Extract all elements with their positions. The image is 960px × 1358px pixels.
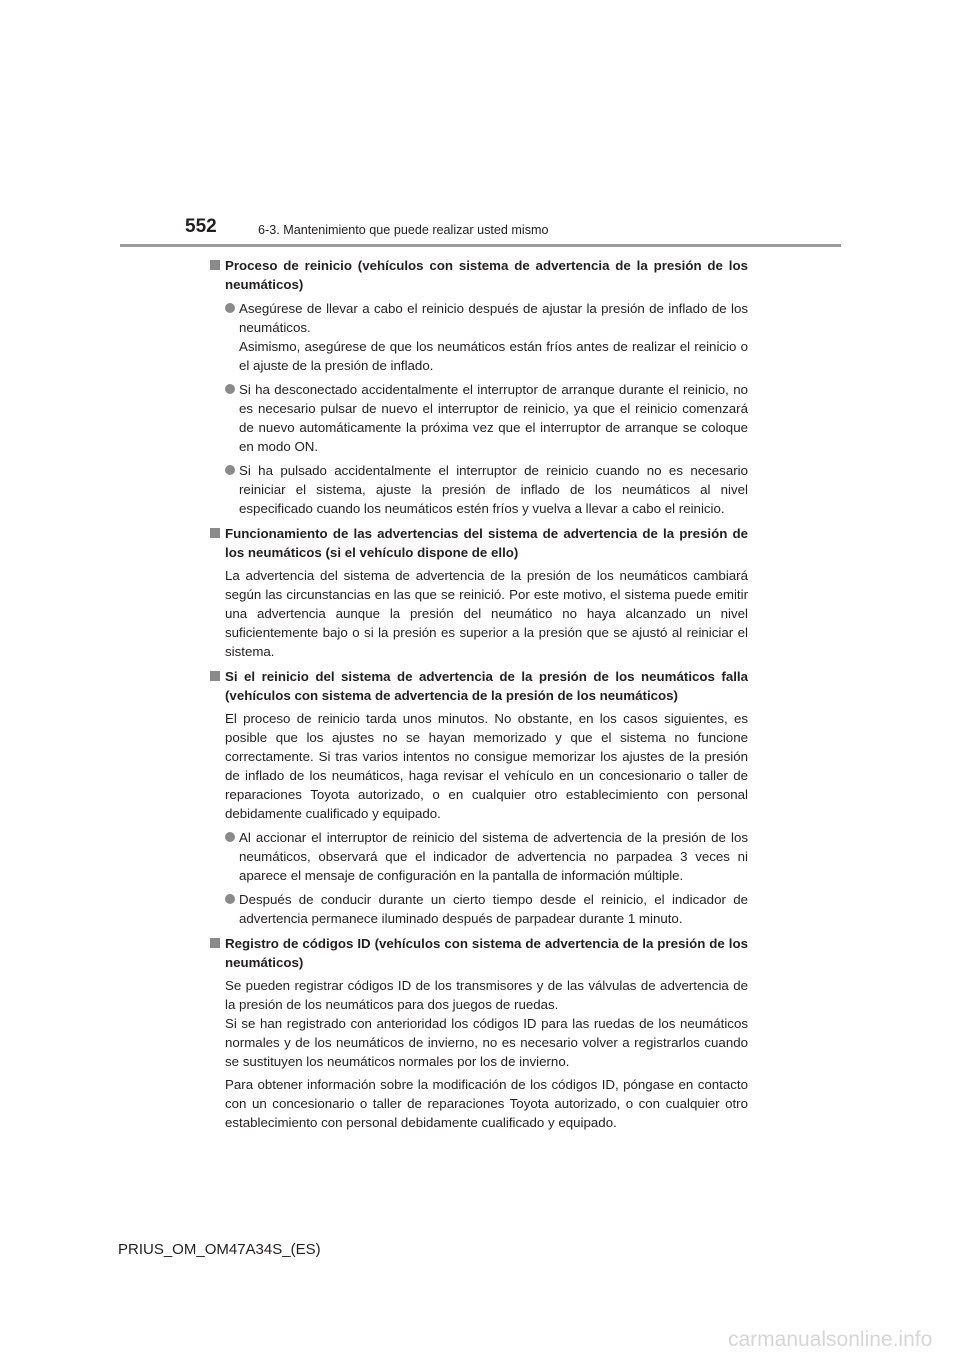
bullet-text: Si ha pulsado accidentalmente el interruptor de reinicio cuando no es necesario reiniciar el sistema, ajuste la presión de inflado de los neumáticos al nivel especificado cuando los neumáticos estén fríos y vuelva a llevar a cabo el reinicio. xyxy=(239,463,748,516)
paragraph xyxy=(210,976,748,1071)
bullet-text: Si ha desconectado accidentalmente el interruptor de arranque durante el reinicio, no es necesario pulsar de nuevo el interruptor de reinicio, ya que el reinicio comenzará de nuevo automáticamente la próxima vez que el interruptor de arranque se coloque en modo ON. xyxy=(239,382,748,454)
page-number: 552 xyxy=(185,216,217,237)
square-bullet-icon xyxy=(210,260,220,270)
round-bullet-icon xyxy=(225,894,235,904)
section-title: 6-3. Mantenimiento que puede realizar usted mismo xyxy=(258,223,549,237)
section-heading xyxy=(210,667,748,705)
section-heading xyxy=(210,934,748,972)
section-id-registration xyxy=(210,934,748,1132)
heading-text: Registro de códigos ID (vehículos con sistema de advertencia de la presión de los neumáticos) xyxy=(225,936,748,970)
bullet-item xyxy=(210,828,748,885)
paragraph xyxy=(210,709,748,823)
round-bullet-icon xyxy=(225,832,235,842)
page-content xyxy=(210,256,748,1138)
document-id: PRIUS_OM_OM47A34S_(ES) xyxy=(118,1241,321,1258)
paragraph-text: La advertencia del sistema de advertencia de la presión de los neumáticos cambiará según las circunstancias en las que se reinició. Por este motivo, el sistema puede emitir una advertencia aunque la presión del neumático no haya alcanzado un nivel suficientemente bajo o si la presión es superior a la presión que se ajustó al reiniciar el sistema. xyxy=(225,568,748,659)
bullet-item xyxy=(210,890,748,928)
bullet-item xyxy=(210,380,748,456)
round-bullet-icon xyxy=(225,303,235,313)
watermark: carmanualsonline.info xyxy=(728,1328,933,1351)
section-heading xyxy=(210,256,748,294)
section-warning-operation xyxy=(210,524,748,661)
paragraph xyxy=(210,566,748,661)
paragraph xyxy=(210,1075,748,1132)
round-bullet-icon xyxy=(225,384,235,394)
section-reset-failure xyxy=(210,667,748,928)
section-heading xyxy=(210,524,748,562)
bullet-item xyxy=(210,299,748,375)
square-bullet-icon xyxy=(210,938,220,948)
heading-text: Si el reinicio del sistema de advertencia de la presión de los neumáticos falla (vehículos con sistema de advertencia de la presión de los neumáticos) xyxy=(225,669,748,703)
paragraph-text: Se pueden registrar códigos ID de los transmisores y de las válvulas de advertencia de la presión de los neumáticos para dos juegos de ruedas. xyxy=(225,978,748,1012)
bullet-text: Al accionar el interruptor de reinicio del sistema de advertencia de la presión de los neumáticos, observará que el indicador de advertencia no parpadea 3 veces ni aparece el mensaje de configuración en la pantalla de información múltiple. xyxy=(239,830,748,883)
paragraph-text: El proceso de reinicio tarda unos minutos. No obstante, en los casos siguientes, es posible que los ajustes no se hayan memorizado y que el sistema no funcione correctamente. Si tras varios intentos no consigue memorizar los ajustes de la presión de inflado de los neumáticos, haga revisar el vehículo en un concesionario o taller de reparaciones Toyota autorizado, o en cualquier otro establecimiento con personal debidamente cualificado y equipado. xyxy=(225,711,748,821)
round-bullet-icon xyxy=(225,465,235,475)
heading-text: Proceso de reinicio (vehículos con sistema de advertencia de la presión de los neumáticos) xyxy=(225,258,748,292)
bullet-text: Asimismo, asegúrese de que los neumáticos están fríos antes de realizar el reinicio o el ajuste de la presión de inflado. xyxy=(239,339,748,373)
square-bullet-icon xyxy=(210,671,220,681)
paragraph-text: Para obtener información sobre la modificación de los códigos ID, póngase en contacto con un concesionario o taller de reparaciones Toyota autorizado, o con cualquier otro establecimiento con personal debidamente cualificado y equipado. xyxy=(225,1077,748,1130)
bullet-text: Asegúrese de llevar a cabo el reinicio después de ajustar la presión de inflado de los neumáticos. xyxy=(239,301,748,335)
bullet-text: Después de conducir durante un cierto tiempo desde el reinicio, el indicador de advertencia permanece iluminado después de parpadear durante 1 minuto. xyxy=(239,892,748,926)
header-divider xyxy=(120,244,841,247)
square-bullet-icon xyxy=(210,528,220,538)
heading-text: Funcionamiento de las advertencias del sistema de advertencia de la presión de los neumáticos (si el vehículo dispone de ello) xyxy=(225,526,748,560)
paragraph-text: Si se han registrado con anterioridad los códigos ID para las ruedas de los neumáticos normales y de los neumáticos de invierno, no es necesario volver a registrarlos cuando se sustituyen los neumáticos normales por los de invierno. xyxy=(225,1016,748,1069)
bullet-item xyxy=(210,461,748,518)
section-reset-process xyxy=(210,256,748,518)
